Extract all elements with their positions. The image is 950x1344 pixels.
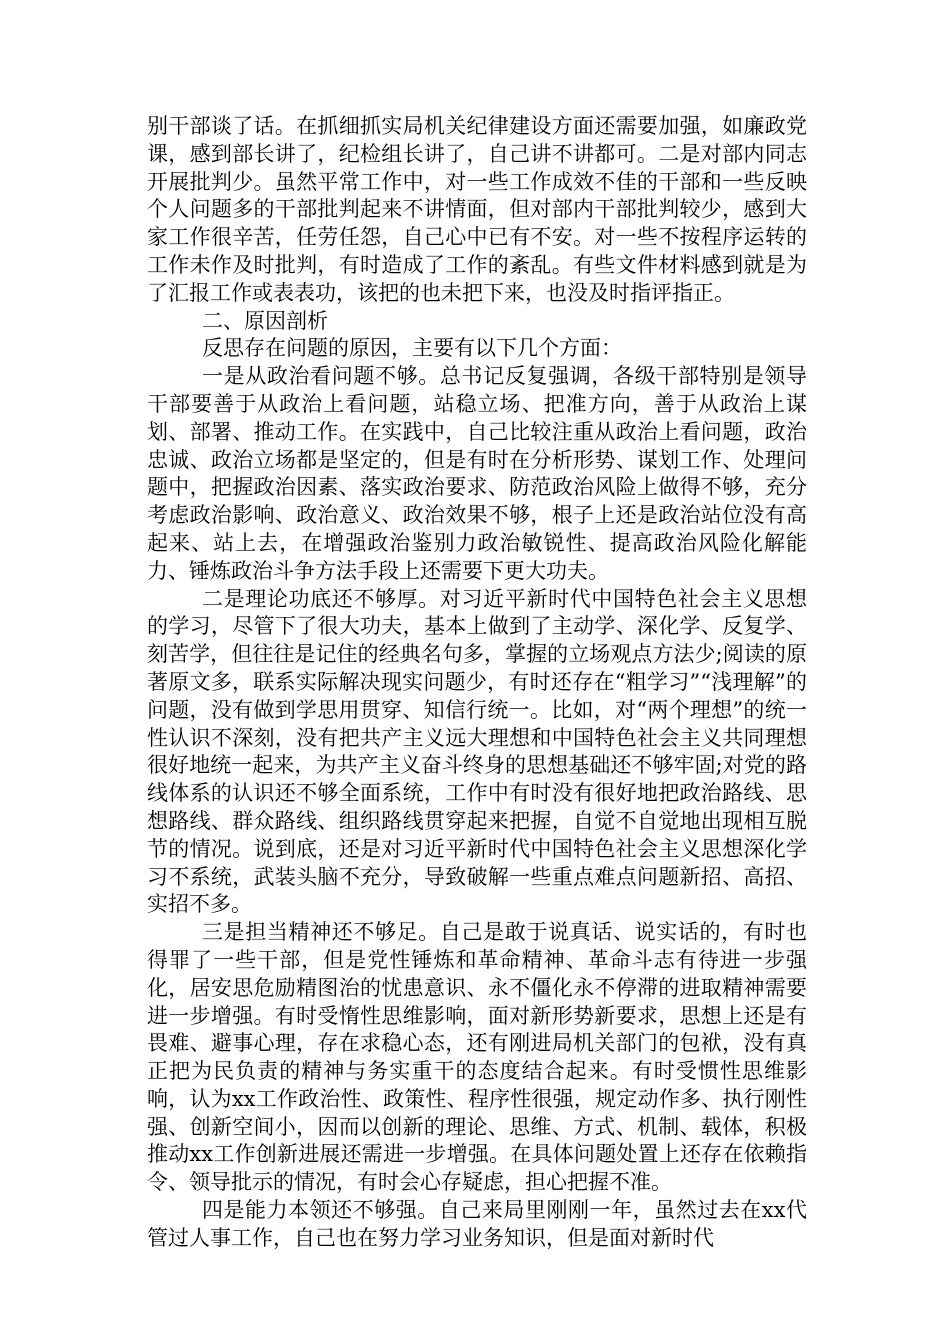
paragraph-cause-responsibility: 三是担当精神还不够足。自己是敢于说真话、说实话的，有时也得罪了一些干部，但是党性锤炼和革命精神、革命斗志有待进一步强化，居安思危励精图治的忧患意识、永不僵化永不停滞的进取精神需要进一步增强。有时受惰性思维影响，面对新形势新要求，思想上还是有畏难、避事心理，存在求稳心态，还有刚进局机关部门的包袱，没有真正把为民负责的精神与务实重干的态度结合起来。有时受惯性思维影响，认为xx工作政治性、政策性、程序性很强，规定动作多、执行刚性强、创新空间小，因而以创新的理论、思维、方式、机制、载体，积极推动xx工作创新进展还需进一步增强。在具体问题处置上还存在依赖指令、领导批示的情况，有时会心存疑虑，担心把握不准。 [147,920,807,1195]
paragraph-cause-political: 一是从政治看问题不够。总书记反复强调，各级干部特别是领导干部要善于从政治上看问题，站稳立场、把准方向，善于从政治上谋划、部署、推动工作。在实践中，自己比较注重从政治上看问题，政治忠诚、政治立场都是坚定的，但是有时在分析形势、谋划工作、处理问题中，把握政治因素、落实政治要求、防范政治风险上做得不够，充分考虑政治影响、政治意义、政治效果不够，根子上还是政治站位没有高起来、站上去，在增强政治鉴别力政治敏锐性、提高政治风险化解能力、锤炼政治斗争方法手段上还需要下更大功夫。 [147,364,807,583]
paragraph-cause-ability: 四是能力本领还不够强。自己来局里刚刚一年，虽然过去在xx代管过人事工作，自己也在努力学习业务知识，但是面对新时代 [147,1198,807,1250]
section-heading-cause-analysis: 二、原因剖析 [202,308,328,333]
paragraph-discipline-criticism: 别干部谈了话。在抓细抓实局机关纪律建设方面还需要加强，如廉政党课，感到部长讲了，纪检组长讲了，自己讲不讲都可。二是对部内同志开展批判少。虽然平常工作中，对一些工作成效不佳的干部和一些反映个人问题多的干部批判起来不讲情面，但对部内干部批判较少，感到大家工作很辛苦，任劳任怨，自己心中已有不安。对一些不按程序运转的工作未作及时批判，有时造成了工作的紊乱。有些文件材料感到就是为了汇报工作或表表功，该把的也未把下来，也没及时指评指正。 [147,114,807,305]
paragraph-intro-causes: 反思存在问题的原因，主要有以下几个方面： [202,336,622,361]
document-body [147,113,807,1253]
paragraph-cause-theory: 二是理论功底还不够厚。对习近平新时代中国特色社会主义思想的学习，尽管下了很大功夫，基本上做到了主动学、深化学、反复学、刻苦学，但往往是记住的经典名句多，掌握的立场观点方法少;阅读的原著原文多，联系实际解决现实问题少，有时还存在“粗学习”“浅理解”的问题，没有做到学思用贯穿、知信行统一。比如，对“两个理想”的统一性认识不深刻，没有把共产主义远大理想和中国特色社会主义共同理想很好地统一起来，为共产主义奋斗终身的思想基础还不够牢固;对党的路线体系的认识还不够全面系统，工作中有时没有很好地把政治路线、思想路线、群众路线、组织路线贯穿起来把握，自觉不自觉地出现相互脱节的情况。说到底，还是对习近平新时代中国特色社会主义思想深化学习不系统，武装头脑不充分，导致破解一些重点难点问题新招、高招、实招不多。 [147,586,807,917]
